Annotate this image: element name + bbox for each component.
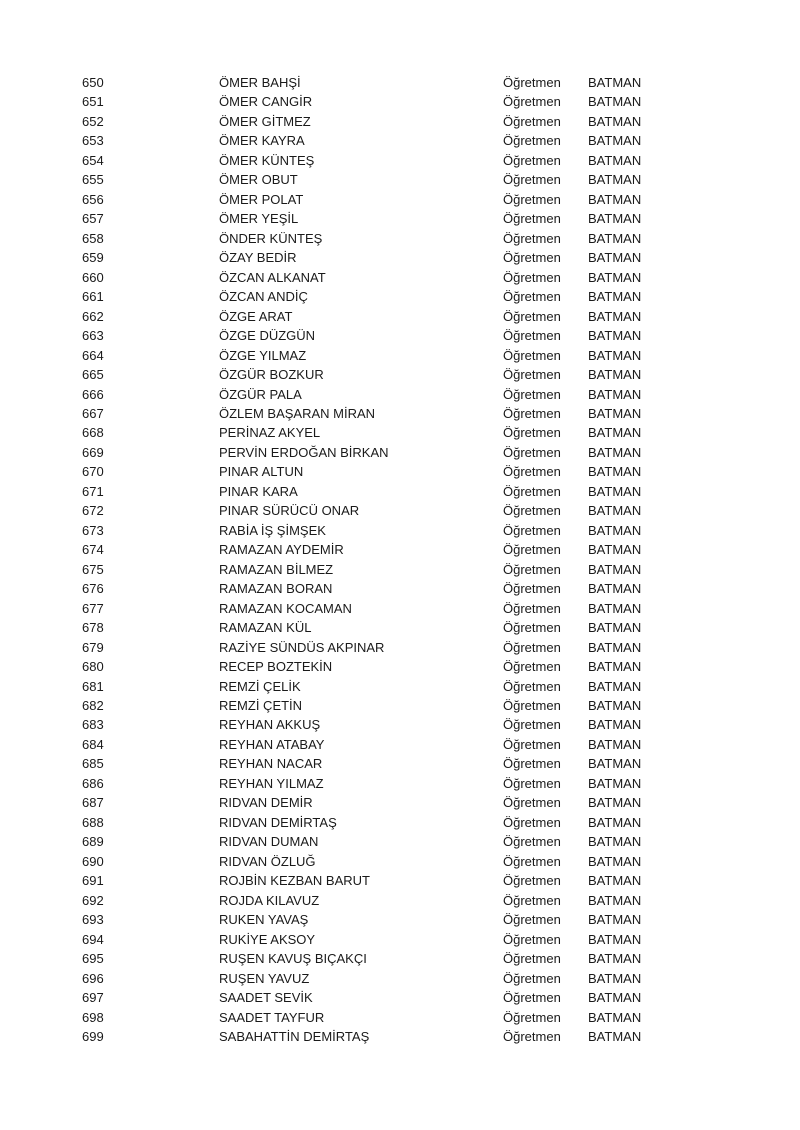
person-name: ÖNDER KÜNTEŞ bbox=[219, 230, 323, 246]
person-city: BATMAN bbox=[588, 152, 642, 168]
person-title: Öğretmen bbox=[503, 94, 561, 110]
personnel-list bbox=[0, 73, 800, 1046]
person-title: Öğretmen bbox=[503, 405, 561, 421]
person-name: RAMAZAN KÜL bbox=[219, 620, 312, 636]
list-row bbox=[0, 229, 800, 248]
person-title: Öğretmen bbox=[503, 483, 561, 499]
person-name: ÖMER YEŞİL bbox=[219, 211, 299, 227]
list-row bbox=[0, 462, 800, 481]
person-title: Öğretmen bbox=[503, 736, 561, 752]
person-title: Öğretmen bbox=[503, 308, 561, 324]
row-number: 650 bbox=[82, 75, 104, 90]
row-number: 685 bbox=[82, 756, 104, 772]
person-city: BATMAN bbox=[588, 542, 642, 558]
row-number: 651 bbox=[82, 94, 104, 110]
row-number: 654 bbox=[82, 152, 104, 168]
row-number: 652 bbox=[82, 113, 104, 129]
person-name: RAZİYE SÜNDÜS AKPINAR bbox=[219, 639, 385, 655]
row-number: 659 bbox=[82, 250, 104, 266]
person-city: BATMAN bbox=[588, 951, 642, 967]
person-title: Öğretmen bbox=[503, 211, 561, 227]
person-city: BATMAN bbox=[588, 659, 642, 675]
person-city: BATMAN bbox=[588, 483, 642, 499]
person-city: BATMAN bbox=[588, 581, 642, 597]
list-row bbox=[0, 287, 800, 306]
person-city: BATMAN bbox=[588, 561, 642, 577]
person-city: BATMAN bbox=[588, 620, 642, 636]
person-city: BATMAN bbox=[588, 912, 642, 928]
row-number: 656 bbox=[82, 191, 104, 207]
list-row bbox=[0, 930, 800, 949]
list-row bbox=[0, 677, 800, 696]
person-name: ROJBİN KEZBAN BARUT bbox=[219, 873, 370, 889]
row-number: 672 bbox=[82, 503, 104, 519]
row-number: 658 bbox=[82, 230, 104, 246]
row-number: 670 bbox=[82, 464, 104, 480]
person-city: BATMAN bbox=[588, 444, 642, 460]
row-number: 698 bbox=[82, 1009, 104, 1025]
person-city: BATMAN bbox=[588, 405, 642, 421]
list-row bbox=[0, 190, 800, 209]
person-title: Öğretmen bbox=[503, 328, 561, 344]
person-name: RIDVAN ÖZLUĞ bbox=[219, 853, 316, 869]
person-title: Öğretmen bbox=[503, 386, 561, 402]
row-number: 676 bbox=[82, 581, 104, 597]
row-number: 661 bbox=[82, 289, 104, 305]
list-row bbox=[0, 443, 800, 462]
list-row bbox=[0, 715, 800, 734]
list-row bbox=[0, 521, 800, 540]
person-name: ÖZGE ARAT bbox=[219, 308, 293, 324]
row-number: 693 bbox=[82, 912, 104, 928]
list-row bbox=[0, 657, 800, 676]
list-row bbox=[0, 988, 800, 1007]
row-number: 694 bbox=[82, 931, 104, 947]
person-city: BATMAN bbox=[588, 1009, 642, 1025]
person-title: Öğretmen bbox=[503, 561, 561, 577]
person-city: BATMAN bbox=[588, 775, 642, 791]
list-row bbox=[0, 560, 800, 579]
person-city: BATMAN bbox=[588, 970, 642, 986]
row-number: 699 bbox=[82, 1028, 104, 1044]
list-row bbox=[0, 307, 800, 326]
row-number: 688 bbox=[82, 814, 104, 830]
person-name: ÖMER BAHŞİ bbox=[219, 75, 301, 90]
person-city: BATMAN bbox=[588, 211, 642, 227]
list-row bbox=[0, 949, 800, 968]
list-row bbox=[0, 599, 800, 618]
person-city: BATMAN bbox=[588, 94, 642, 110]
person-name: ÖMER CANGİR bbox=[219, 94, 313, 110]
row-number: 671 bbox=[82, 483, 104, 499]
person-name: RIDVAN DEMİRTAŞ bbox=[219, 814, 337, 830]
row-number: 667 bbox=[82, 405, 104, 421]
person-name: PINAR SÜRÜCÜ ONAR bbox=[219, 503, 360, 519]
person-name: ÖZCAN ANDİÇ bbox=[219, 289, 308, 305]
row-number: 697 bbox=[82, 990, 104, 1006]
person-city: BATMAN bbox=[588, 367, 642, 383]
row-number: 665 bbox=[82, 367, 104, 383]
list-row bbox=[0, 385, 800, 404]
person-name: REMZİ ÇETİN bbox=[219, 698, 303, 713]
list-row bbox=[0, 754, 800, 773]
person-city: BATMAN bbox=[588, 892, 642, 908]
person-title: Öğretmen bbox=[503, 133, 561, 149]
row-number: 686 bbox=[82, 775, 104, 791]
row-number: 679 bbox=[82, 639, 104, 655]
list-row bbox=[0, 774, 800, 793]
person-name: REYHAN AKKUŞ bbox=[219, 717, 321, 733]
person-title: Öğretmen bbox=[503, 853, 561, 869]
row-number: 675 bbox=[82, 561, 104, 577]
person-name: ÖZGE DÜZGÜN bbox=[219, 328, 316, 344]
person-name: RUŞEN YAVUZ bbox=[219, 970, 310, 986]
list-row bbox=[0, 248, 800, 267]
person-name: SAADET SEVİK bbox=[219, 990, 313, 1006]
row-number: 696 bbox=[82, 970, 104, 986]
person-title: Öğretmen bbox=[503, 269, 561, 285]
person-name: PERVİN ERDOĞAN BİRKAN bbox=[219, 444, 389, 460]
row-number: 668 bbox=[82, 425, 104, 441]
row-number: 681 bbox=[82, 678, 104, 694]
row-number: 655 bbox=[82, 172, 104, 188]
row-number: 682 bbox=[82, 698, 104, 713]
person-name: ÖMER POLAT bbox=[219, 191, 304, 207]
list-row bbox=[0, 151, 800, 170]
person-title: Öğretmen bbox=[503, 892, 561, 908]
row-number: 690 bbox=[82, 853, 104, 869]
person-name: RAMAZAN BORAN bbox=[219, 581, 333, 597]
row-number: 680 bbox=[82, 659, 104, 675]
person-title: Öğretmen bbox=[503, 814, 561, 830]
person-title: Öğretmen bbox=[503, 678, 561, 694]
person-name: ÖZGÜR BOZKUR bbox=[219, 367, 324, 383]
person-name: RABİA İŞ ŞİMŞEK bbox=[219, 522, 326, 538]
person-name: ÖZCAN ALKANAT bbox=[219, 269, 326, 285]
row-number: 677 bbox=[82, 600, 104, 616]
row-number: 660 bbox=[82, 269, 104, 285]
person-title: Öğretmen bbox=[503, 172, 561, 188]
person-city: BATMAN bbox=[588, 853, 642, 869]
list-row bbox=[0, 501, 800, 520]
list-row bbox=[0, 969, 800, 988]
list-row bbox=[0, 540, 800, 559]
person-city: BATMAN bbox=[588, 308, 642, 324]
person-title: Öğretmen bbox=[503, 698, 561, 713]
person-name: SAADET TAYFUR bbox=[219, 1009, 325, 1025]
person-title: Öğretmen bbox=[503, 581, 561, 597]
person-city: BATMAN bbox=[588, 639, 642, 655]
person-title: Öğretmen bbox=[503, 600, 561, 616]
person-city: BATMAN bbox=[588, 522, 642, 538]
person-title: Öğretmen bbox=[503, 75, 561, 90]
list-row bbox=[0, 871, 800, 890]
row-number: 692 bbox=[82, 892, 104, 908]
person-name: RIDVAN DEMİR bbox=[219, 795, 313, 811]
person-city: BATMAN bbox=[588, 269, 642, 285]
person-name: RAMAZAN KOCAMAN bbox=[219, 600, 352, 616]
person-name: ÖMER KAYRA bbox=[219, 133, 305, 149]
person-city: BATMAN bbox=[588, 717, 642, 733]
list-row bbox=[0, 852, 800, 871]
person-city: BATMAN bbox=[588, 191, 642, 207]
person-title: Öğretmen bbox=[503, 1009, 561, 1025]
person-name: REMZİ ÇELİK bbox=[219, 678, 301, 694]
person-city: BATMAN bbox=[588, 814, 642, 830]
person-title: Öğretmen bbox=[503, 931, 561, 947]
person-name: ROJDA KILAVUZ bbox=[219, 892, 320, 908]
row-number: 669 bbox=[82, 444, 104, 460]
person-city: BATMAN bbox=[588, 873, 642, 889]
person-city: BATMAN bbox=[588, 347, 642, 363]
person-title: Öğretmen bbox=[503, 152, 561, 168]
list-row bbox=[0, 92, 800, 111]
row-number: 684 bbox=[82, 736, 104, 752]
person-title: Öğretmen bbox=[503, 620, 561, 636]
list-row bbox=[0, 618, 800, 637]
person-name: SABAHATTİN DEMİRTAŞ bbox=[219, 1028, 370, 1044]
person-name: RUKEN YAVAŞ bbox=[219, 912, 309, 928]
person-name: ÖMER KÜNTEŞ bbox=[219, 152, 315, 168]
row-number: 687 bbox=[82, 795, 104, 811]
person-title: Öğretmen bbox=[503, 1028, 561, 1044]
list-row bbox=[0, 1027, 800, 1046]
list-row bbox=[0, 638, 800, 657]
person-name: REYHAN YILMAZ bbox=[219, 775, 324, 791]
list-row bbox=[0, 793, 800, 812]
person-title: Öğretmen bbox=[503, 347, 561, 363]
person-city: BATMAN bbox=[588, 425, 642, 441]
list-row bbox=[0, 696, 800, 715]
person-title: Öğretmen bbox=[503, 542, 561, 558]
person-city: BATMAN bbox=[588, 328, 642, 344]
list-row bbox=[0, 423, 800, 442]
list-row bbox=[0, 209, 800, 228]
person-title: Öğretmen bbox=[503, 659, 561, 675]
person-name: ÖMER GİTMEZ bbox=[219, 113, 311, 129]
person-city: BATMAN bbox=[588, 990, 642, 1006]
person-city: BATMAN bbox=[588, 834, 642, 850]
list-row bbox=[0, 268, 800, 287]
person-title: Öğretmen bbox=[503, 425, 561, 441]
person-name: PERİNAZ AKYEL bbox=[219, 425, 321, 441]
person-city: BATMAN bbox=[588, 1028, 642, 1044]
person-city: BATMAN bbox=[588, 736, 642, 752]
row-number: 657 bbox=[82, 211, 104, 227]
row-number: 663 bbox=[82, 328, 104, 344]
row-number: 695 bbox=[82, 951, 104, 967]
person-title: Öğretmen bbox=[503, 912, 561, 928]
person-city: BATMAN bbox=[588, 289, 642, 305]
person-city: BATMAN bbox=[588, 250, 642, 266]
person-title: Öğretmen bbox=[503, 464, 561, 480]
list-row bbox=[0, 1008, 800, 1027]
person-title: Öğretmen bbox=[503, 970, 561, 986]
person-city: BATMAN bbox=[588, 464, 642, 480]
row-number: 673 bbox=[82, 522, 104, 538]
list-row bbox=[0, 404, 800, 423]
person-title: Öğretmen bbox=[503, 795, 561, 811]
list-row bbox=[0, 813, 800, 832]
person-city: BATMAN bbox=[588, 113, 642, 129]
person-city: BATMAN bbox=[588, 678, 642, 694]
person-city: BATMAN bbox=[588, 756, 642, 772]
row-number: 683 bbox=[82, 717, 104, 733]
person-name: RIDVAN DUMAN bbox=[219, 834, 319, 850]
list-row bbox=[0, 346, 800, 365]
person-city: BATMAN bbox=[588, 503, 642, 519]
person-name: ÖZGE YILMAZ bbox=[219, 347, 307, 363]
person-name: REYHAN NACAR bbox=[219, 756, 323, 772]
person-name: ÖMER OBUT bbox=[219, 172, 298, 188]
person-name: RECEP BOZTEKİN bbox=[219, 659, 333, 675]
person-name: RAMAZAN BİLMEZ bbox=[219, 561, 334, 577]
person-city: BATMAN bbox=[588, 931, 642, 947]
person-name: RUKİYE AKSOY bbox=[219, 931, 316, 947]
person-title: Öğretmen bbox=[503, 873, 561, 889]
row-number: 689 bbox=[82, 834, 104, 850]
list-row bbox=[0, 891, 800, 910]
row-number: 662 bbox=[82, 308, 104, 324]
person-name: PINAR KARA bbox=[219, 483, 298, 499]
person-title: Öğretmen bbox=[503, 230, 561, 246]
person-name: RUŞEN KAVUŞ BIÇAKÇI bbox=[219, 951, 367, 967]
person-city: BATMAN bbox=[588, 600, 642, 616]
person-city: BATMAN bbox=[588, 795, 642, 811]
row-number: 664 bbox=[82, 347, 104, 363]
person-city: BATMAN bbox=[588, 75, 642, 90]
person-name: ÖZLEM BAŞARAN MİRAN bbox=[219, 405, 376, 421]
list-row bbox=[0, 326, 800, 345]
person-title: Öğretmen bbox=[503, 250, 561, 266]
person-title: Öğretmen bbox=[503, 113, 561, 129]
person-title: Öğretmen bbox=[503, 990, 561, 1006]
person-title: Öğretmen bbox=[503, 756, 561, 772]
person-title: Öğretmen bbox=[503, 289, 561, 305]
person-title: Öğretmen bbox=[503, 444, 561, 460]
person-title: Öğretmen bbox=[503, 951, 561, 967]
row-number: 674 bbox=[82, 542, 104, 558]
person-title: Öğretmen bbox=[503, 522, 561, 538]
person-city: BATMAN bbox=[588, 230, 642, 246]
row-number: 678 bbox=[82, 620, 104, 636]
person-city: BATMAN bbox=[588, 172, 642, 188]
list-row bbox=[0, 579, 800, 598]
list-row bbox=[0, 365, 800, 384]
person-city: BATMAN bbox=[588, 386, 642, 402]
person-title: Öğretmen bbox=[503, 717, 561, 733]
list-row bbox=[0, 112, 800, 131]
list-row bbox=[0, 832, 800, 851]
person-title: Öğretmen bbox=[503, 367, 561, 383]
person-title: Öğretmen bbox=[503, 639, 561, 655]
list-row bbox=[0, 131, 800, 150]
person-city: BATMAN bbox=[588, 698, 642, 713]
list-row bbox=[0, 910, 800, 929]
row-number: 691 bbox=[82, 873, 104, 889]
person-title: Öğretmen bbox=[503, 191, 561, 207]
list-row bbox=[0, 482, 800, 501]
list-row bbox=[0, 735, 800, 754]
row-number: 653 bbox=[82, 133, 104, 149]
row-number: 666 bbox=[82, 386, 104, 402]
person-name: PINAR ALTUN bbox=[219, 464, 304, 480]
list-row bbox=[0, 170, 800, 189]
person-title: Öğretmen bbox=[503, 503, 561, 519]
person-name: ÖZAY BEDİR bbox=[219, 250, 297, 266]
list-row bbox=[0, 73, 800, 92]
person-title: Öğretmen bbox=[503, 775, 561, 791]
person-title: Öğretmen bbox=[503, 834, 561, 850]
person-name: ÖZGÜR PALA bbox=[219, 386, 302, 402]
person-name: REYHAN ATABAY bbox=[219, 736, 325, 752]
person-name: RAMAZAN AYDEMİR bbox=[219, 542, 344, 558]
person-city: BATMAN bbox=[588, 133, 642, 149]
